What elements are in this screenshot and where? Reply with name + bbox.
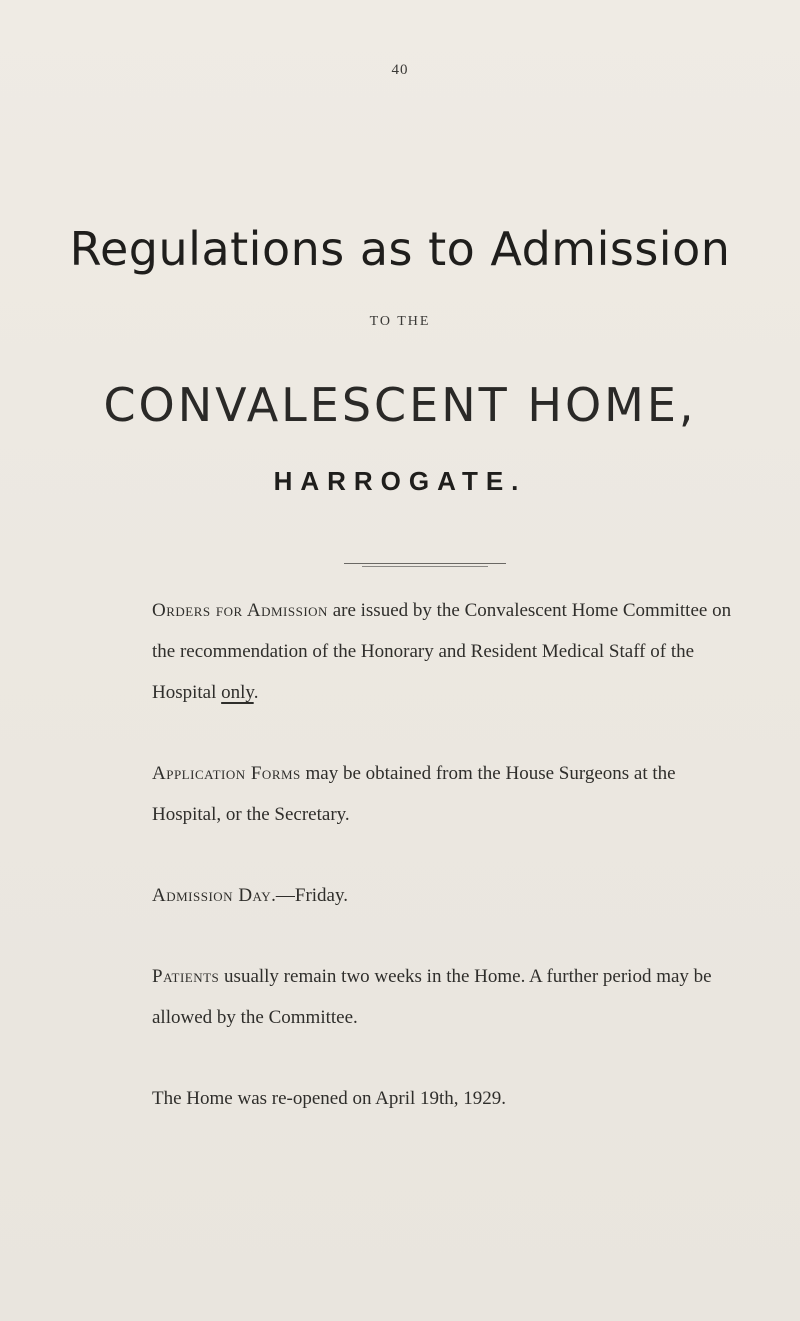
institution-name: CONVALESCENT HOME, bbox=[103, 378, 697, 432]
reopened-paragraph bbox=[152, 1078, 748, 1119]
orders-paragraph bbox=[152, 590, 748, 713]
application-lead: Application Forms bbox=[152, 763, 301, 784]
patients-paragraph bbox=[152, 956, 748, 1038]
subtitle-to-the: TO THE bbox=[369, 314, 431, 329]
rule-line-top bbox=[344, 563, 506, 564]
application-text: may be obtained from the House Surgeons at the Hospital, or the Secretary. bbox=[152, 763, 676, 825]
orders-end: . bbox=[253, 682, 259, 703]
reopened-text: The Home was re-opened on April 19th, 1929. bbox=[152, 1088, 507, 1109]
patients-lead: Patients bbox=[152, 966, 220, 987]
town-name: HARROGATE. bbox=[273, 466, 527, 496]
rule-line-bottom bbox=[362, 566, 488, 567]
page-number: 40 bbox=[391, 62, 409, 78]
orders-lead: Orders for Admission bbox=[152, 600, 328, 621]
admission-day-text: .—Friday. bbox=[271, 885, 348, 906]
orders-emphasis: only bbox=[221, 682, 254, 703]
application-paragraph bbox=[152, 753, 748, 835]
admission-day-lead: Admission Day bbox=[152, 885, 272, 906]
patients-text: usually remain two weeks in the Home. A further period may be allowed by the Committee. bbox=[152, 966, 712, 1028]
admission-day-paragraph bbox=[152, 875, 748, 916]
orders-text: are issued by the Convalescent Home Committee on the recommendation of the Honorary and Resident Medical Staff of the Hospital bbox=[152, 600, 732, 703]
page-title: Regulations as to Admission bbox=[69, 222, 731, 276]
